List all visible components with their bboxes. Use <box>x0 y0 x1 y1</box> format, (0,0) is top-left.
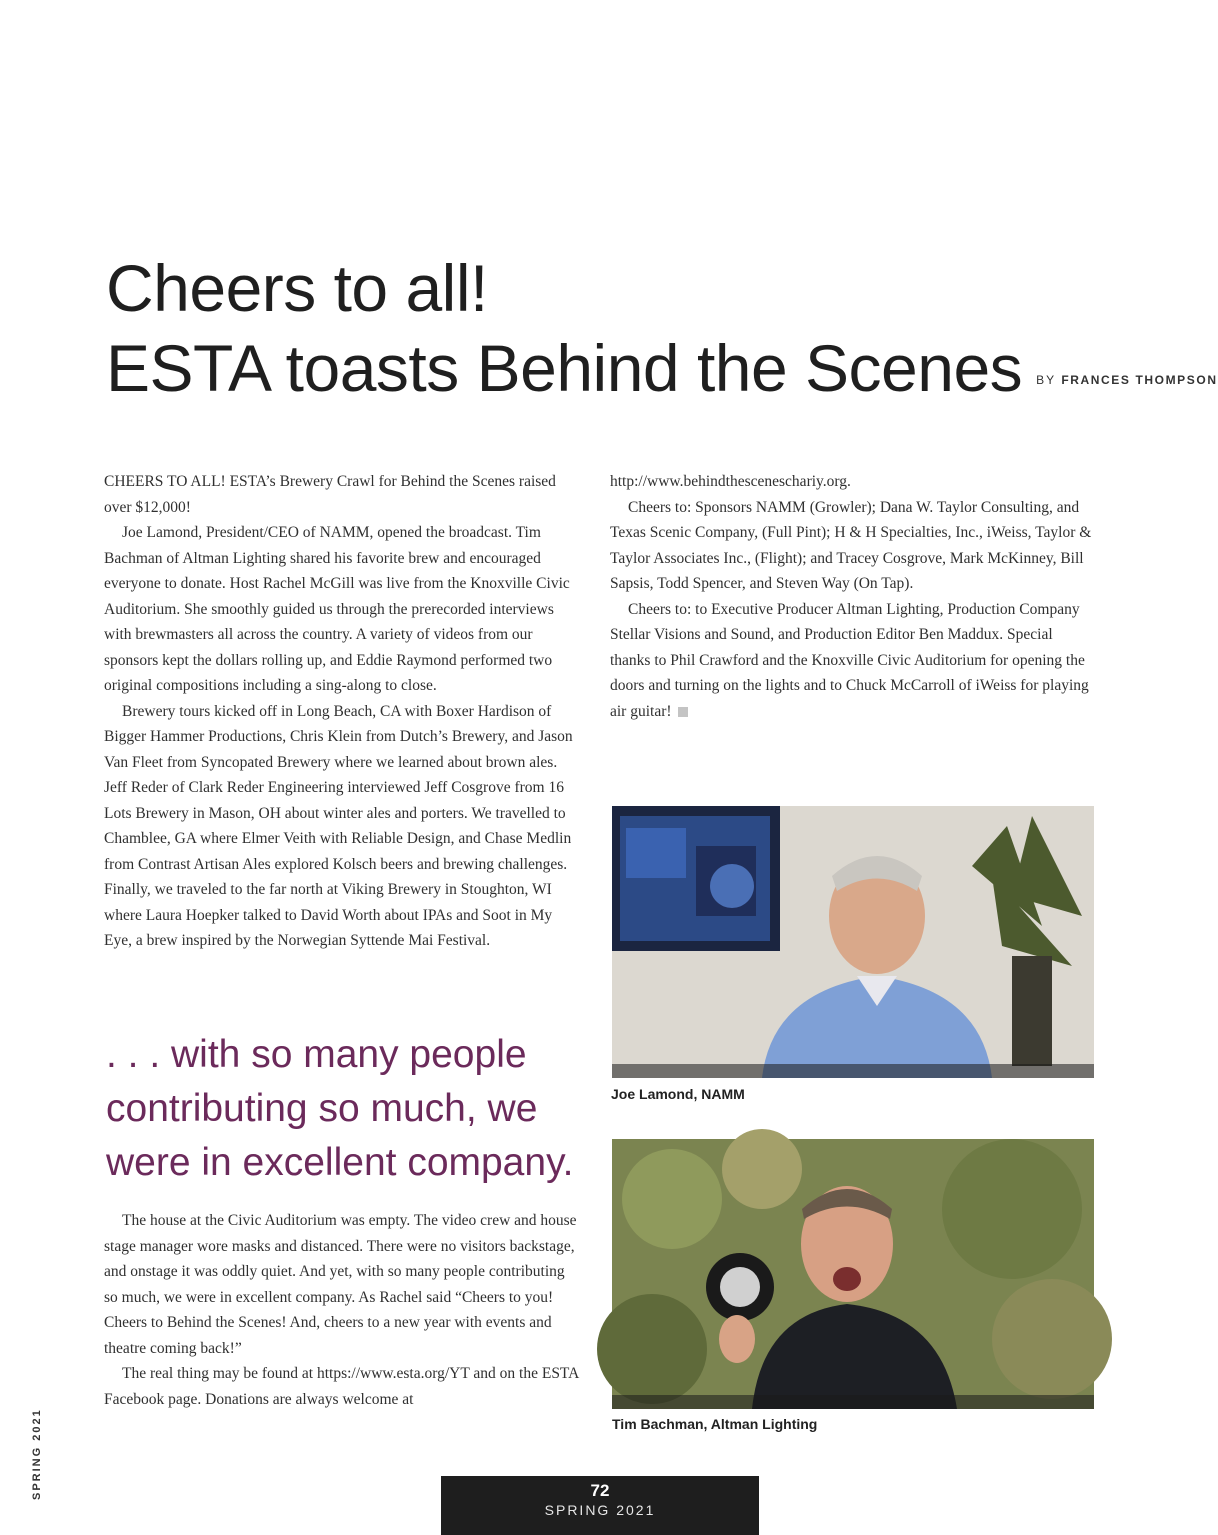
photo-tim-bachman-illustration <box>612 1139 1094 1409</box>
body-paragraph-text: Cheers to: to Executive Producer Altman Lighting, Production Company Stellar Visions and Sound, and Production Editor Ben Maddux. Special thanks to Phil Crawford and the Knoxville Civic Auditorium for opening the doors and turning on the lights and to Chuck McCarroll of iWeiss for playing air guitar! <box>610 600 1089 720</box>
photo-joe-lamond <box>612 806 1094 1078</box>
side-issue-label: SPRING 2021 <box>31 1408 43 1500</box>
body-paragraph: http://www.behindthesceneschariy.org. <box>610 473 851 490</box>
body-paragraph-last <box>610 597 1094 725</box>
article-headline <box>106 248 1218 414</box>
body-paragraph: The real thing may be found at https://www.esta.org/YT and on the ESTA Facebook page. Donations are always welcome at <box>104 1365 579 1408</box>
body-paragraph: The house at the Civic Auditorium was empty. The video crew and house stage manager wore masks and distanced. There were no visitors backstage, and onstage it was oddly quiet. And yet, with so many people contributing so much, we were in excellent company. As Rachel said “Cheers to you! Cheers to Behind the Scenes! And, cheers to a new year with events and theatre coming back!” <box>104 1212 577 1357</box>
left-column-bottom <box>104 1208 582 1412</box>
byline-author: FRANCES THOMPSON <box>1061 372 1218 387</box>
pull-quote: . . . with so many people contributing so much, we were in excellent company. <box>106 1033 574 1184</box>
photo-caption: Tim Bachman, Altman Lighting <box>612 1416 818 1432</box>
left-column-top <box>104 469 582 954</box>
headline-line-2 <box>106 328 1218 414</box>
body-paragraph: Joe Lamond, President/CEO of NAMM, opened the broadcast. Tim Bachman of Altman Lighting shared his favorite brew and encouraged everyone to donate. Host Rachel McGill was live from the Knoxville Civic Auditorium. She smoothly guided us through the prerecorded interviews with brewmasters all across the country. A variety of videos from our sponsors kept the dollars rolling up, and Eddie Raymond performed two original compositions including a sing-along to close. <box>104 524 570 694</box>
body-paragraph: Brewery tours kicked off in Long Beach, CA with Boxer Hardison of Bigger Hammer Productions, Chris Klein from Dutch’s Brewery, and Jason Van Fleet from Syncopated Brewery where we learned about brown ales. Jeff Reder of Clark Reder Engineering interviewed Jeff Cosgrove from 16 Lots Brewery in Mason, OH about winter ales and porters. We travelled to Chamblee, GA where Elmer Veith with Reliable Design, and Chase Medlin from Contrast Artisan Ales explored Kolsch beers and brewing challenges. Finally, we traveled to the far north at Viking Brewery in Stoughton, WI where Laura Hoepker talked to David Worth about IPAs and Soot in My Eye, a brew inspired by the Norwegian Syttende Mai Festival. <box>104 702 573 949</box>
photo-joe-lamond-illustration <box>612 806 1094 1078</box>
page-number: 72 <box>590 1481 610 1500</box>
body-paragraph: Cheers to: Sponsors NAMM (Growler); Dana W. Taylor Consulting, and Texas Scenic Company, (Full Pint); H & H Specialties, Inc., iWeiss, Taylor & Taylor Associates Inc., (Flight); and Tracey Cosgrove, Mark McKinney, Bill Sapsis, Todd Spencer, and Steven Way (On Tap). <box>610 498 1092 592</box>
photo-tim-bachman <box>612 1139 1094 1409</box>
headline-line-2-text: ESTA toasts Behind the Scenes <box>106 331 1023 405</box>
right-column <box>610 469 1094 724</box>
byline-prefix: BY <box>1036 372 1056 387</box>
issue-season: SPRING 2021 <box>544 1502 656 1518</box>
body-paragraph: CHEERS TO ALL! ESTA’s Brewery Crawl for Behind the Scenes raised over $12,000! <box>104 473 556 516</box>
end-mark-icon <box>678 707 688 717</box>
page-folio <box>441 1476 759 1535</box>
headline-line-1: Cheers to all! <box>106 251 488 325</box>
photo-caption: Joe Lamond, NAMM <box>611 1086 745 1102</box>
byline <box>1036 373 1217 387</box>
